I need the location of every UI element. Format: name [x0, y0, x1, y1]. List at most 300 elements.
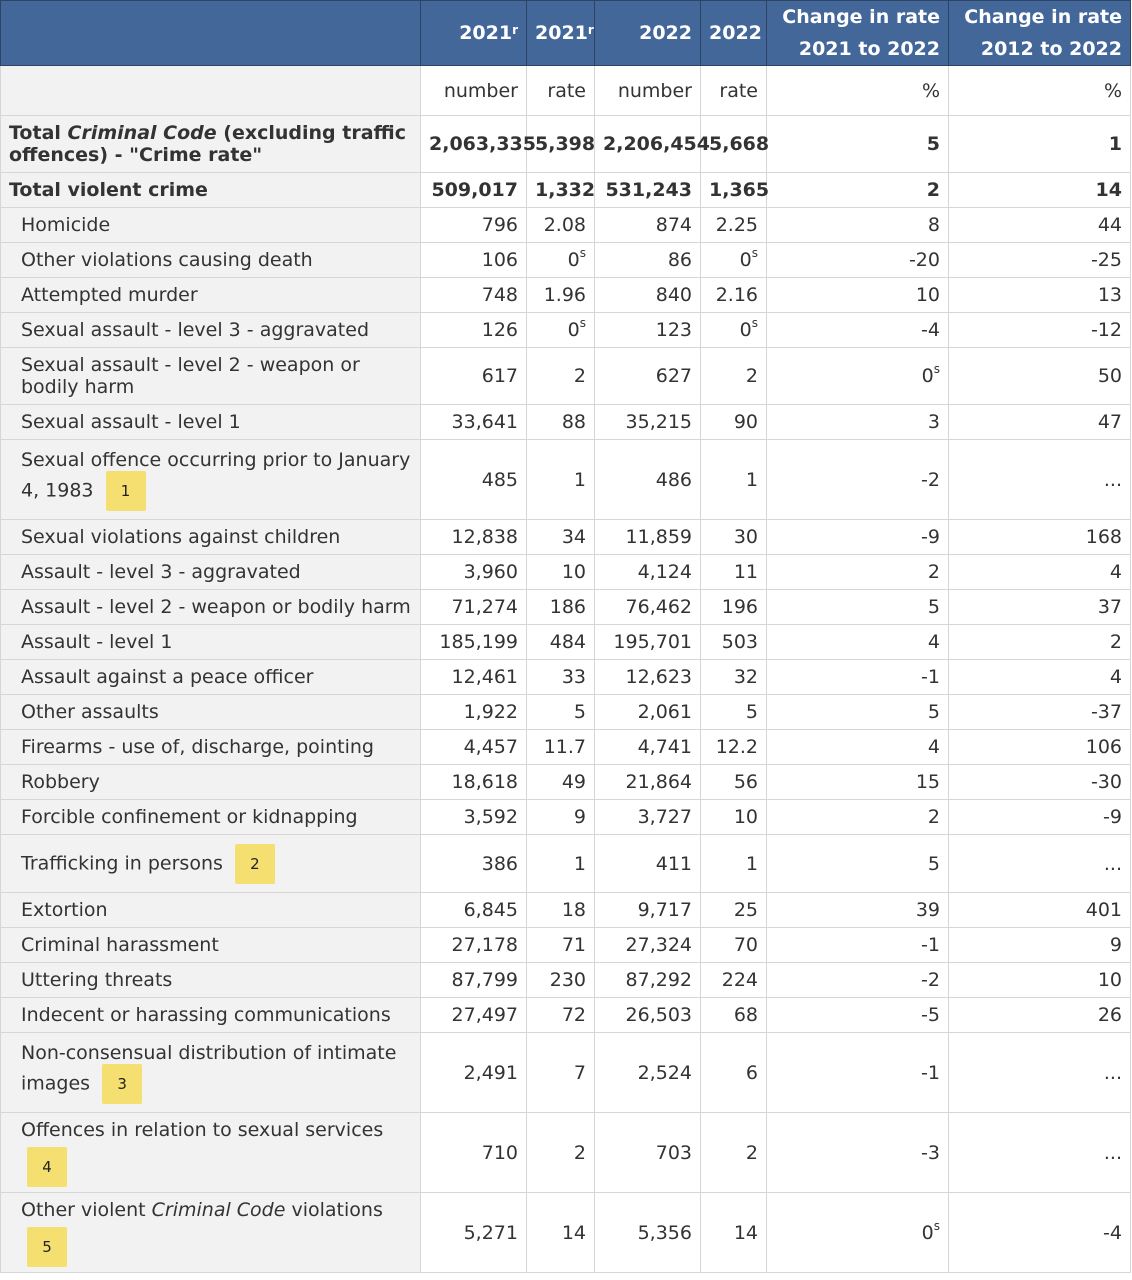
cell-2022-rate-value: 90 — [733, 411, 758, 433]
units-row — [1, 66, 1131, 116]
cell-change-2021-2022 — [767, 1193, 949, 1273]
cell-2021-number — [421, 1033, 527, 1113]
cell-change-2012-2022-value: -30 — [1090, 771, 1122, 793]
cell-2022-number-value: 874 — [655, 214, 692, 236]
cell-2021-rate — [527, 1033, 595, 1113]
cell-2021-rate-value: 11.7 — [543, 736, 586, 758]
cell-change-2012-2022 — [949, 660, 1131, 695]
row-label-italic: Criminal Code — [67, 122, 217, 144]
cell-2022-rate-value: 10 — [733, 806, 758, 828]
cell-2022-rate-value: 11 — [733, 561, 758, 583]
row-label — [1, 555, 421, 590]
unit-number: number — [421, 66, 527, 116]
header-label-cell — [1, 1, 421, 66]
cell-2021-rate — [527, 695, 595, 730]
table-row — [1, 348, 1131, 405]
table-row — [1, 208, 1131, 243]
cell-change-2021-2022 — [767, 173, 949, 208]
footnote-link[interactable]: 5 — [27, 1227, 67, 1267]
cell-2021-rate — [527, 555, 595, 590]
table-row — [1, 625, 1131, 660]
cell-2021-number-value: 710 — [481, 1141, 518, 1164]
cell-2021-number-value: 71,274 — [451, 596, 518, 618]
cell-2021-number-value: 27,497 — [451, 1004, 518, 1026]
cell-2021-rate — [527, 998, 595, 1033]
cell-2022-number — [595, 555, 701, 590]
cell-change-2021-2022 — [767, 765, 949, 800]
cell-change-2021-2022 — [767, 590, 949, 625]
row-label — [1, 800, 421, 835]
row-label-text: Extortion — [21, 899, 108, 921]
row-label — [1, 695, 421, 730]
row-label-text: Robbery — [21, 771, 100, 793]
table-row — [1, 555, 1131, 590]
row-label-text: Other violent — [21, 1198, 152, 1221]
row-label — [1, 173, 421, 208]
cell-change-2012-2022 — [949, 893, 1131, 928]
units-label-cell — [1, 66, 421, 116]
row-label-text: Total — [9, 122, 68, 144]
cell-change-2021-2022 — [767, 555, 949, 590]
row-label-text: Homicide — [21, 214, 111, 236]
cell-2022-number-value: 531,243 — [605, 179, 692, 201]
cell-2021-rate-value: 0 — [567, 249, 580, 271]
cell-2021-rate — [527, 173, 595, 208]
cell-change-2021-2022 — [767, 800, 949, 835]
cell-change-2012-2022 — [949, 590, 1131, 625]
row-label-text: Assault - level 1 — [21, 631, 173, 653]
cell-2022-number — [595, 590, 701, 625]
cell-2022-rate — [701, 998, 767, 1033]
header-2021-number: 2021$^r$ — [421, 1, 527, 66]
row-label-text: Indecent or harassing communications — [21, 1004, 391, 1026]
cell-change-2012-2022 — [949, 520, 1131, 555]
cell-2022-rate-value: 2.25 — [715, 214, 758, 236]
table-row — [1, 998, 1131, 1033]
cell-2022-rate-value: 30 — [733, 526, 758, 548]
table-row — [1, 116, 1131, 173]
cell-2021-number — [421, 800, 527, 835]
table-row — [1, 1193, 1131, 1273]
cell-2021-number — [421, 765, 527, 800]
superscript-flag: s — [933, 362, 940, 376]
cell-2022-number-value: 27,324 — [625, 934, 692, 956]
cell-change-2021-2022 — [767, 520, 949, 555]
cell-2021-number — [421, 313, 527, 348]
superscript-flag: s — [933, 1218, 940, 1233]
cell-change-2012-2022-value: 47 — [1097, 411, 1122, 433]
cell-2021-number — [421, 590, 527, 625]
cell-change-2021-2022-value: 4 — [927, 736, 940, 758]
cell-2022-rate-value: 196 — [721, 596, 758, 618]
cell-change-2012-2022 — [949, 243, 1131, 278]
cell-2022-rate-value: 6 — [745, 1061, 758, 1084]
cell-2021-number-value: 4,457 — [463, 736, 518, 758]
cell-2022-number — [595, 695, 701, 730]
row-label — [1, 116, 421, 173]
cell-change-2021-2022 — [767, 313, 949, 348]
cell-2022-rate — [701, 625, 767, 660]
cell-2021-rate — [527, 116, 595, 173]
row-label-text: Trafficking in persons — [21, 852, 223, 874]
row-label-text: Sexual offence occurring prior to January 4, 1983 — [21, 448, 411, 501]
cell-2021-rate-value: 1,332 — [535, 179, 596, 201]
cell-2022-number-value: 4,124 — [637, 561, 692, 583]
cell-2022-number-value: 86 — [667, 249, 692, 271]
cell-change-2021-2022 — [767, 243, 949, 278]
cell-2022-rate-value: 70 — [733, 934, 758, 956]
cell-2021-number — [421, 1193, 527, 1273]
cell-2022-rate — [701, 208, 767, 243]
cell-2022-rate — [701, 1193, 767, 1273]
cell-change-2021-2022-value: -2 — [921, 969, 940, 991]
unit-rate: rate — [701, 66, 767, 116]
row-label — [1, 660, 421, 695]
cell-2021-rate-value: 0 — [567, 319, 580, 341]
row-label-text: (excluding traffic offences) - "Crime rate" — [9, 122, 406, 166]
cell-2022-number — [595, 243, 701, 278]
cell-change-2021-2022-value: -20 — [908, 249, 940, 271]
cell-change-2012-2022-value: 37 — [1097, 596, 1122, 618]
row-label — [1, 520, 421, 555]
table-row — [1, 520, 1131, 555]
cell-2021-rate-value: 7 — [573, 1061, 586, 1084]
table-row — [1, 765, 1131, 800]
cell-2022-rate — [701, 800, 767, 835]
footnote-link[interactable]: 1 — [106, 471, 146, 511]
cell-2021-rate-value: 2 — [573, 365, 586, 387]
cell-2021-number — [421, 998, 527, 1033]
table-row — [1, 173, 1131, 208]
row-label-text: Assault against a peace officer — [21, 666, 314, 688]
cell-change-2021-2022 — [767, 1033, 949, 1113]
cell-2021-rate — [527, 243, 595, 278]
cell-change-2012-2022 — [949, 800, 1131, 835]
cell-2022-number — [595, 998, 701, 1033]
footnote-link[interactable]: 3 — [102, 1064, 142, 1104]
cell-2022-number — [595, 730, 701, 765]
cell-2021-number — [421, 278, 527, 313]
cell-2022-number — [595, 1113, 701, 1193]
header-2022-rate: 2022 — [701, 1, 767, 66]
cell-2022-rate — [701, 893, 767, 928]
cell-2021-rate — [527, 800, 595, 835]
cell-change-2021-2022-value: -1 — [921, 1061, 940, 1084]
superscript-flag: s — [751, 316, 758, 330]
cell-change-2012-2022 — [949, 835, 1131, 893]
cell-2021-number-value: 2,491 — [463, 1061, 518, 1084]
cell-2022-rate-value: 56 — [733, 771, 758, 793]
row-label-text: violations — [285, 1198, 383, 1221]
row-label — [1, 765, 421, 800]
cell-change-2021-2022-value: -2 — [921, 468, 940, 491]
cell-change-2021-2022 — [767, 730, 949, 765]
table-row — [1, 243, 1131, 278]
cell-2021-rate-value: 34 — [561, 526, 586, 548]
cell-2022-number-value: 2,206,454 — [603, 133, 710, 155]
cell-2022-rate — [701, 278, 767, 313]
cell-2022-rate-value: 2 — [745, 365, 758, 387]
cell-2021-rate-value: 484 — [549, 631, 586, 653]
cell-2021-number — [421, 208, 527, 243]
row-label — [1, 278, 421, 313]
unit-number: number — [595, 66, 701, 116]
row-label-italic: Criminal Code — [151, 1198, 286, 1221]
footnote-link[interactable]: 2 — [235, 844, 275, 884]
cell-2021-rate-value: 1 — [573, 852, 586, 875]
cell-change-2012-2022-value: 14 — [1095, 179, 1122, 201]
cell-2022-rate-value: 25 — [733, 899, 758, 921]
cell-2021-number — [421, 173, 527, 208]
cell-change-2012-2022-value: -12 — [1090, 319, 1122, 341]
cell-2022-number-value: 87,292 — [625, 969, 692, 991]
cell-2021-rate-value: 14 — [561, 1221, 586, 1244]
table-row — [1, 730, 1131, 765]
cell-2022-rate — [701, 835, 767, 893]
cell-2022-rate-value: 68 — [733, 1004, 758, 1026]
cell-2022-rate-value: 0 — [739, 319, 752, 341]
cell-2022-number-value: 486 — [655, 468, 692, 491]
cell-change-2012-2022-value: 401 — [1085, 899, 1122, 921]
cell-2022-rate-value: 1 — [745, 468, 758, 491]
cell-2021-rate-value: 5 — [573, 701, 586, 723]
cell-change-2012-2022-value: 1 — [1108, 133, 1122, 155]
cell-2021-number — [421, 243, 527, 278]
cell-change-2021-2022 — [767, 405, 949, 440]
cell-change-2012-2022-value: ... — [1103, 852, 1122, 875]
row-label-text: Forcible confinement or kidnapping — [21, 806, 358, 828]
cell-change-2021-2022-value: 2 — [927, 806, 940, 828]
row-label — [1, 963, 421, 998]
cell-2022-rate — [701, 695, 767, 730]
cell-change-2021-2022-value: 5 — [927, 701, 940, 723]
row-label — [1, 405, 421, 440]
cell-2022-number-value: 195,701 — [613, 631, 692, 653]
cell-2021-rate-value: 1.96 — [543, 284, 586, 306]
row-label — [1, 998, 421, 1033]
cell-change-2012-2022 — [949, 695, 1131, 730]
cell-2022-number-value: 21,864 — [625, 771, 692, 793]
cell-2021-rate — [527, 625, 595, 660]
cell-2022-number-value: 5,356 — [637, 1221, 692, 1244]
cell-change-2012-2022-value: 50 — [1097, 365, 1122, 387]
cell-2021-number — [421, 520, 527, 555]
cell-change-2012-2022-value: 13 — [1097, 284, 1122, 306]
cell-2021-rate-value: 71 — [561, 934, 586, 956]
cell-2021-number-value: 27,178 — [451, 934, 518, 956]
footnote-link[interactable]: 4 — [27, 1147, 67, 1187]
row-label — [1, 928, 421, 963]
cell-change-2012-2022 — [949, 765, 1131, 800]
cell-2022-rate — [701, 963, 767, 998]
cell-2021-number-value: 1,922 — [463, 701, 518, 723]
cell-change-2021-2022-value: -1 — [921, 666, 940, 688]
cell-2022-rate — [701, 348, 767, 405]
table-row — [1, 405, 1131, 440]
cell-change-2012-2022 — [949, 313, 1131, 348]
cell-2022-number — [595, 440, 701, 520]
cell-change-2021-2022-value: 2 — [926, 179, 940, 201]
row-label — [1, 835, 421, 893]
cell-change-2021-2022 — [767, 695, 949, 730]
cell-change-2012-2022 — [949, 730, 1131, 765]
cell-2021-number — [421, 1113, 527, 1193]
cell-2021-rate — [527, 765, 595, 800]
cell-2022-rate-value: 1 — [745, 852, 758, 875]
cell-change-2012-2022 — [949, 625, 1131, 660]
cell-change-2021-2022-value: 2 — [927, 561, 940, 583]
cell-2021-number-value: 12,838 — [451, 526, 518, 548]
cell-2022-rate-value: 2.16 — [715, 284, 758, 306]
cell-change-2012-2022 — [949, 1113, 1131, 1193]
cell-2021-number-value: 3,960 — [463, 561, 518, 583]
row-label-text: Other violations causing death — [21, 249, 313, 271]
cell-change-2021-2022-value: -1 — [921, 934, 940, 956]
cell-2021-rate-value: 88 — [561, 411, 586, 433]
cell-2022-rate — [701, 243, 767, 278]
cell-change-2021-2022 — [767, 116, 949, 173]
row-label — [1, 730, 421, 765]
cell-2022-number — [595, 116, 710, 173]
cell-change-2021-2022-value: -9 — [921, 526, 940, 548]
table-row — [1, 1113, 1131, 1193]
cell-2021-number — [421, 660, 527, 695]
table-row — [1, 893, 1131, 928]
row-label — [1, 440, 421, 520]
cell-change-2021-2022 — [767, 998, 949, 1033]
cell-2021-number-value: 509,017 — [431, 179, 518, 201]
cell-2021-number-value: 617 — [481, 365, 518, 387]
cell-change-2012-2022-value: ... — [1103, 1141, 1122, 1164]
row-label — [1, 313, 421, 348]
cell-change-2021-2022-value: -5 — [921, 1004, 940, 1026]
header-row — [1, 1, 1131, 66]
cell-2021-rate-value: 72 — [561, 1004, 586, 1026]
cell-change-2021-2022-value: 5 — [927, 596, 940, 618]
cell-2022-rate — [701, 555, 767, 590]
cell-2022-rate — [701, 1033, 767, 1113]
cell-2021-number-value: 2,063,335 — [429, 133, 536, 155]
cell-2022-number-value: 3,727 — [637, 806, 692, 828]
cell-2022-rate-value: 5 — [745, 701, 758, 723]
row-label — [1, 893, 421, 928]
cell-2021-rate — [527, 590, 595, 625]
cell-change-2012-2022 — [949, 173, 1131, 208]
cell-2021-rate — [527, 660, 595, 695]
cell-2021-rate — [527, 405, 595, 440]
cell-2022-number — [595, 765, 701, 800]
row-label — [1, 1033, 421, 1113]
cell-2022-number — [595, 928, 701, 963]
cell-2021-rate-value: 18 — [561, 899, 586, 921]
unit-percent: % — [949, 66, 1131, 116]
cell-2022-rate-value: 5,668 — [709, 133, 770, 155]
cell-change-2021-2022 — [767, 278, 949, 313]
cell-2022-rate — [701, 660, 767, 695]
cell-2022-number — [595, 208, 701, 243]
cell-change-2012-2022-value: 4 — [1109, 561, 1122, 583]
cell-2021-number-value: 5,271 — [463, 1221, 518, 1244]
table-row — [1, 928, 1131, 963]
cell-2021-rate — [527, 835, 595, 893]
cell-change-2012-2022-value: 26 — [1097, 1004, 1122, 1026]
cell-change-2021-2022 — [767, 440, 949, 520]
cell-2022-number — [595, 313, 701, 348]
header-change-2021-2022: Change in rate 2021 to 2022 — [767, 1, 949, 66]
cell-change-2012-2022-value: 4 — [1109, 666, 1122, 688]
unit-percent: % — [767, 66, 949, 116]
table-row — [1, 590, 1131, 625]
cell-change-2012-2022-value: 2 — [1109, 631, 1122, 653]
cell-change-2012-2022 — [949, 998, 1131, 1033]
cell-2021-rate — [527, 348, 595, 405]
table-row — [1, 440, 1131, 520]
cell-2021-number — [421, 928, 527, 963]
row-label-text: Other assaults — [21, 701, 159, 723]
cell-2021-rate — [527, 730, 595, 765]
cell-change-2012-2022 — [949, 440, 1131, 520]
row-label-text: Non-consensual distribution of intimate images — [21, 1041, 397, 1094]
row-label — [1, 208, 421, 243]
cell-2021-number — [421, 730, 527, 765]
cell-change-2021-2022 — [767, 625, 949, 660]
cell-2022-rate — [701, 440, 767, 520]
cell-2021-rate-value: 10 — [561, 561, 586, 583]
cell-2022-number — [595, 893, 701, 928]
cell-change-2012-2022-value: 106 — [1085, 736, 1122, 758]
cell-2021-rate-value: 230 — [549, 969, 586, 991]
cell-change-2021-2022-value: 39 — [915, 899, 940, 921]
row-label-text: Sexual assault - level 1 — [21, 411, 241, 433]
cell-change-2021-2022 — [767, 208, 949, 243]
cell-2021-number-value: 126 — [481, 319, 518, 341]
cell-2022-rate — [701, 405, 767, 440]
unit-rate: rate — [527, 66, 595, 116]
header-change-2012-2022: Change in rate 2012 to 2022 — [949, 1, 1131, 66]
superscript-flag: s — [579, 316, 586, 330]
cell-2021-number-value: 87,799 — [451, 969, 518, 991]
cell-change-2012-2022-value: ... — [1103, 1061, 1122, 1084]
cell-2021-number — [421, 625, 527, 660]
cell-change-2012-2022-value: 168 — [1085, 526, 1122, 548]
cell-2021-rate-value: 9 — [573, 806, 586, 828]
cell-2021-number-value: 18,618 — [451, 771, 518, 793]
cell-2021-rate-value: 33 — [561, 666, 586, 688]
cell-2021-rate — [527, 440, 595, 520]
cell-2022-number-value: 35,215 — [625, 411, 692, 433]
cell-2022-rate — [701, 765, 767, 800]
cell-change-2012-2022-value: -37 — [1090, 701, 1122, 723]
table-row — [1, 800, 1131, 835]
cell-2022-number — [595, 348, 701, 405]
table-row — [1, 660, 1131, 695]
row-label — [1, 590, 421, 625]
cell-change-2012-2022 — [949, 348, 1131, 405]
cell-2021-rate — [527, 1193, 595, 1273]
table-row — [1, 963, 1131, 998]
cell-2021-number-value: 485 — [481, 468, 518, 491]
cell-2021-number — [421, 348, 527, 405]
cell-2022-number-value: 2,061 — [637, 701, 692, 723]
cell-2022-number-value: 9,717 — [637, 899, 692, 921]
cell-2021-number-value: 6,845 — [463, 899, 518, 921]
table-row — [1, 695, 1131, 730]
cell-2022-number — [595, 1033, 701, 1113]
table-row — [1, 1033, 1131, 1113]
cell-2022-number — [595, 520, 701, 555]
cell-2022-number-value: 26,503 — [625, 1004, 692, 1026]
cell-2022-number-value: 123 — [655, 319, 692, 341]
